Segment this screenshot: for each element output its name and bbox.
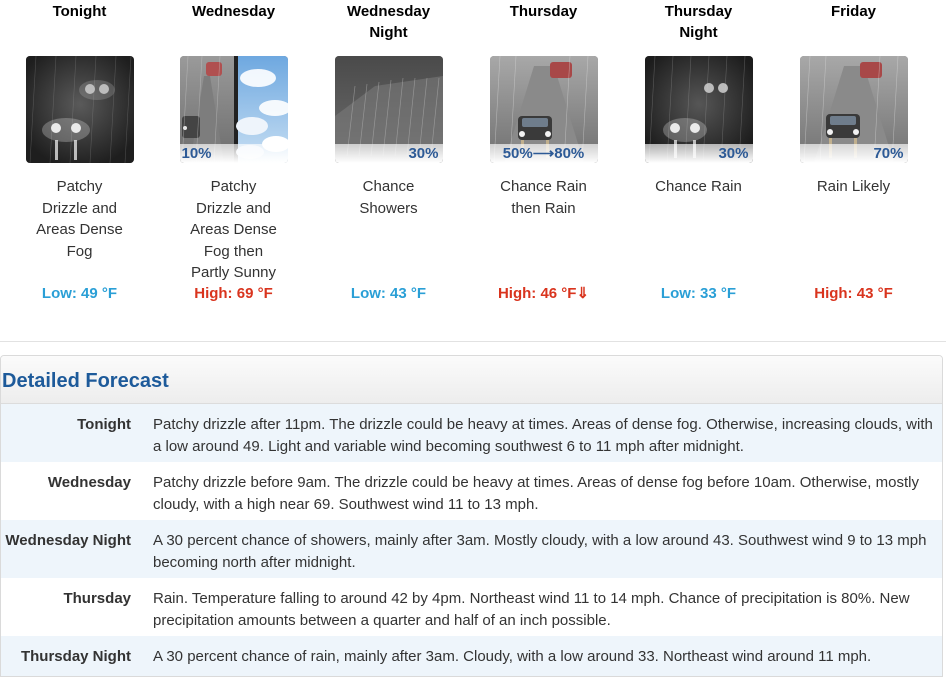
forecast-period-wednesday[interactable] (156, 0, 311, 304)
short-forecast: Chance Showers (359, 178, 418, 217)
forecast-period-friday[interactable] (776, 0, 931, 304)
drizzle-then-partly-sunny-icon[interactable] (180, 56, 288, 163)
detailed-forecast-panel (0, 355, 943, 677)
night-rain-icon[interactable] (645, 56, 753, 163)
row-label: Thursday Night (20, 648, 131, 665)
short-forecast: Patchy Drizzle and Areas Dense Fog (36, 178, 123, 260)
forecast-row-wednesday-night (1, 520, 942, 578)
short-forecast: Chance Rain (655, 178, 742, 195)
row-label: Wednesday Night (5, 532, 131, 549)
temperature: High: 46 °F⇓ (497, 285, 590, 302)
period-name: Tonight (52, 3, 107, 20)
precip-chance: 50%⟶80% (490, 144, 598, 163)
section-divider (0, 341, 946, 342)
period-name: Thursday (509, 3, 578, 20)
forecast-period-thursday-night[interactable] (621, 0, 776, 304)
period-name: Wednesday (191, 3, 276, 20)
precip-chance: 70% (800, 144, 908, 163)
row-label: Thursday (63, 590, 131, 607)
forecast-row-thursday (1, 578, 942, 636)
row-text: A 30 percent chance of showers, mainly after 3am. Mostly cloudy, with a low around 43. Southwest wind 9 to 13 mph becoming north after midnight. (153, 532, 927, 571)
period-name: Thursday Night (664, 3, 733, 41)
row-text: Rain. Temperature falling to around 42 by 4pm. Northeast wind 11 to 14 mph. Chance of precipitation is 80%. New precipitation amounts between a quarter and half of an inch possible. (153, 590, 910, 629)
day-rain-icon[interactable] (490, 56, 598, 163)
short-forecast: Patchy Drizzle and Areas Dense Fog then Partly Sunny (190, 178, 277, 281)
forecast-period-thursday[interactable] (466, 0, 621, 304)
row-text: Patchy drizzle before 9am. The drizzle could be heavy at times. Areas of dense fog before 10am. Otherwise, mostly cloudy, with a high near 69. Southwest wind 11 to 13 mph. (153, 474, 919, 513)
precip-chance: 30% (645, 144, 753, 163)
precip-chance (26, 144, 134, 163)
forecast-row-wednesday (1, 462, 942, 520)
forecast-row-tonight (1, 404, 942, 462)
forecast-period-tonight[interactable] (2, 0, 157, 304)
row-text: A 30 percent chance of rain, mainly after 3am. Cloudy, with a low around 33. Northeast wind around 11 mph. (153, 648, 872, 665)
temperature: High: 69 °F (194, 285, 273, 302)
day-rain-likely-icon[interactable] (800, 56, 908, 163)
night-showers-icon[interactable] (335, 56, 443, 163)
temperature: Low: 43 °F (350, 285, 427, 302)
temperature: High: 43 °F (814, 285, 893, 302)
forecast-period-wednesday-night[interactable] (311, 0, 466, 304)
row-label: Tonight (77, 416, 131, 433)
precip-chance: 10% (180, 144, 288, 163)
panel-header (1, 356, 942, 404)
night-fog-drizzle-icon[interactable] (26, 56, 134, 163)
short-forecast: Chance Rain then Rain (500, 178, 587, 217)
forecast-row-thursday-night (1, 636, 942, 677)
period-name: Friday (830, 3, 876, 20)
row-text: Patchy drizzle after 11pm. The drizzle could be heavy at times. Areas of dense fog. Otherwise, increasing clouds, with a low around 49. Light and variable wind becoming southwest 6 to 11 mph after midnight. (153, 416, 933, 455)
short-forecast: Rain Likely (816, 178, 891, 195)
temperature: Low: 33 °F (660, 285, 737, 302)
row-label: Wednesday (47, 474, 131, 491)
temperature: Low: 49 °F (41, 285, 118, 302)
precip-chance: 30% (335, 144, 443, 163)
panel-title: Detailed Forecast (2, 370, 169, 392)
period-name: Wednesday Night (346, 3, 431, 41)
